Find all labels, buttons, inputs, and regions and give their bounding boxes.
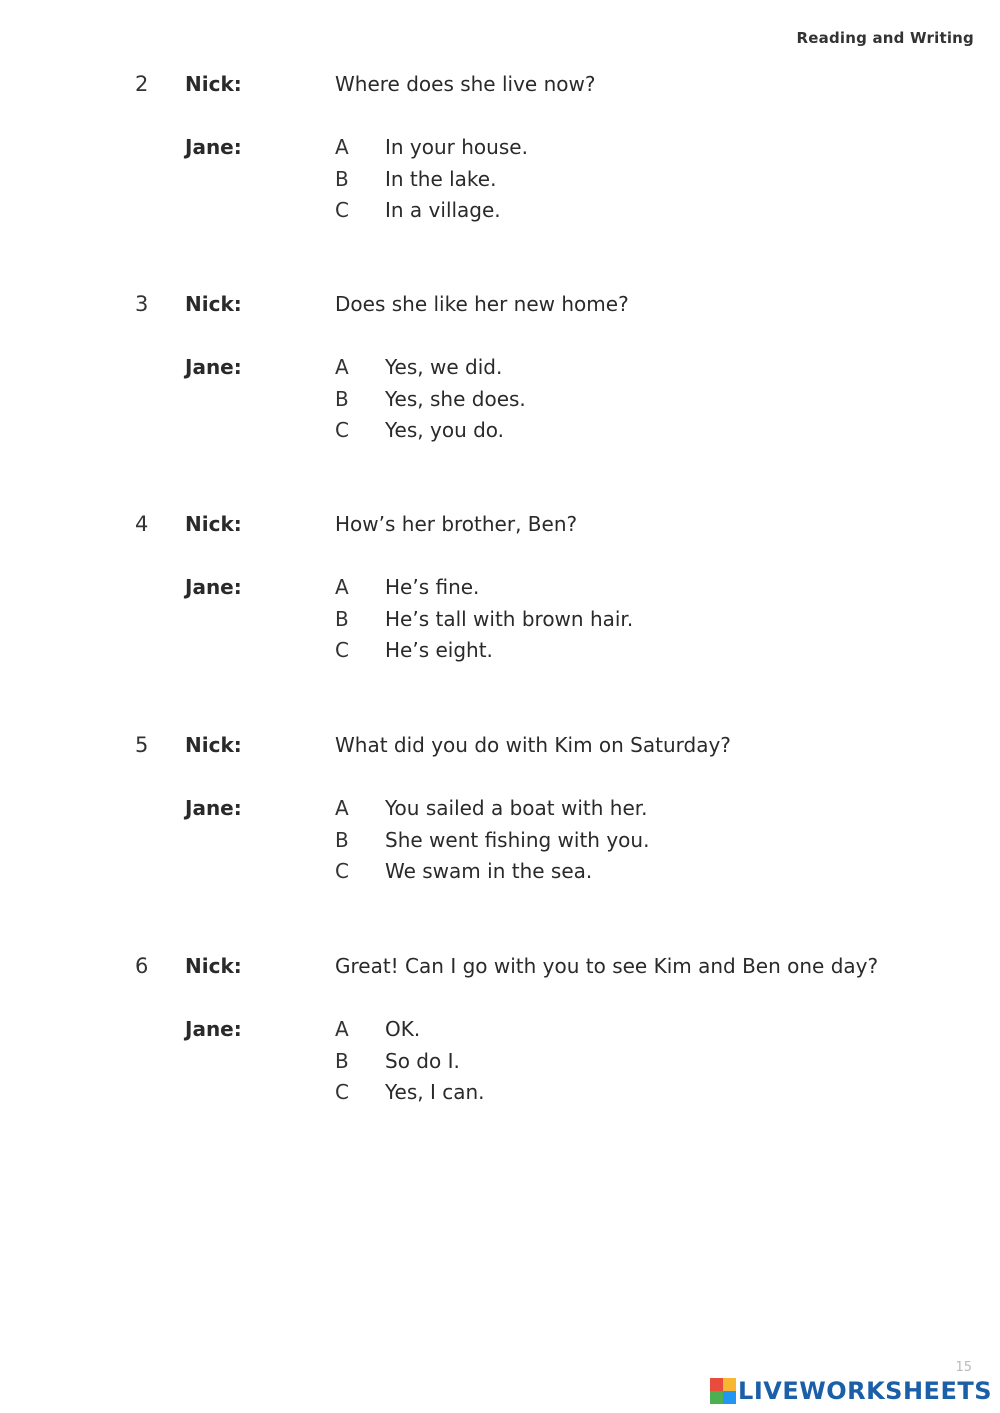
question-prompt: Great! Can I go with you to see Kim and Ben one day? — [335, 954, 879, 978]
option-text: In the lake. — [385, 166, 497, 191]
option-text: In your house. — [385, 135, 528, 159]
question-prompt: What did you do with Kim on Saturday? — [335, 733, 731, 757]
option-letter: C — [335, 1080, 349, 1104]
option-text: She went fishing with you. — [385, 827, 650, 852]
question-number: 4 — [135, 512, 149, 536]
speaker-nick: Nick: — [185, 512, 242, 536]
option-text: Yes, you do. — [385, 418, 505, 442]
liveworksheets-logo-icon — [710, 1378, 736, 1404]
logo-cell-1 — [710, 1378, 723, 1391]
option-letter: A — [335, 1017, 349, 1041]
speaker-nick: Nick: — [185, 72, 242, 96]
speaker-jane: Jane: — [185, 575, 242, 599]
option-text: Yes, I can. — [385, 1080, 485, 1104]
logo-cell-2 — [723, 1378, 736, 1391]
option-letter: C — [335, 859, 349, 883]
option-letter: A — [335, 796, 349, 820]
question-number: 6 — [135, 954, 149, 978]
option-letter: C — [335, 418, 349, 442]
logo-cell-4 — [723, 1391, 736, 1404]
option-letter: A — [335, 355, 349, 379]
liveworksheets-brand[interactable] — [710, 1377, 992, 1405]
speaker-jane: Jane: — [185, 796, 242, 820]
question-prompt: Where does she live now? — [335, 72, 596, 96]
speaker-nick: Nick: — [185, 733, 242, 757]
option-text: We swam in the sea. — [385, 859, 593, 883]
option-text: You sailed a boat with her. — [385, 796, 648, 820]
question-number: 3 — [135, 292, 149, 316]
option-letter: B — [335, 386, 349, 411]
question-prompt: Does she like her new home? — [335, 292, 629, 316]
option-letter: B — [335, 827, 349, 852]
speaker-nick: Nick: — [185, 292, 242, 316]
speaker-jane: Jane: — [185, 355, 242, 379]
option-letter: A — [335, 575, 349, 599]
question-number: 5 — [135, 733, 149, 757]
speaker-nick: Nick: — [185, 954, 242, 978]
section-title: Reading and Writing — [796, 29, 974, 47]
option-letter: A — [335, 135, 349, 159]
logo-cell-3 — [710, 1391, 723, 1404]
option-text: Yes, we did. — [385, 355, 503, 379]
option-letter: B — [335, 1048, 349, 1073]
brand-text: LIVEWORKSHEETS — [738, 1377, 992, 1405]
option-letter: B — [335, 166, 349, 191]
option-text: Yes, she does. — [385, 386, 526, 411]
speaker-jane: Jane: — [185, 1017, 242, 1041]
option-letter: B — [335, 606, 349, 631]
option-text: In a village. — [385, 198, 501, 222]
option-text: He’s tall with brown hair. — [385, 606, 634, 631]
option-text: OK. — [385, 1017, 421, 1041]
question-number: 2 — [135, 72, 149, 96]
option-text: So do I. — [385, 1048, 460, 1073]
speaker-jane: Jane: — [185, 135, 242, 159]
question-prompt: How’s her brother, Ben? — [335, 512, 578, 536]
option-text: He’s fine. — [385, 575, 480, 599]
option-letter: C — [335, 638, 349, 662]
option-letter: C — [335, 198, 349, 222]
page-number: 15 — [955, 1360, 972, 1375]
option-text: He’s eight. — [385, 638, 493, 662]
